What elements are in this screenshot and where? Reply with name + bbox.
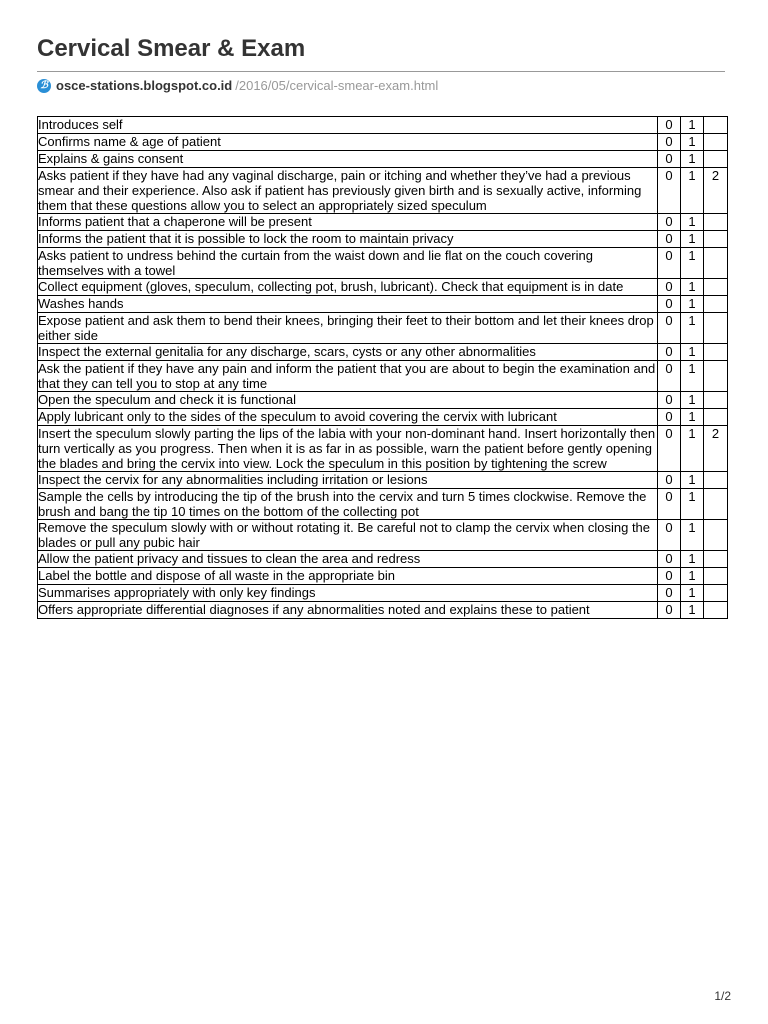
checklist-step: Insert the speculum slowly parting the lips of the labia with your non-dominant hand. Insert horizontally then turn vertically as you progress. Then when it is as far in as possible, warn the patient before gently opening the blades and bring the cervix into view. Lock the speculum in this position by tightening the screw (38, 426, 658, 472)
score-option: 1 (681, 151, 704, 168)
score-option: 0 (658, 520, 681, 551)
score-option (704, 602, 728, 619)
score-option: 0 (658, 134, 681, 151)
checklist-step: Washes hands (38, 296, 658, 313)
checklist-row (38, 568, 728, 585)
checklist-row (38, 134, 728, 151)
checklist-step: Asks patient to undress behind the curtain from the waist down and lie flat on the couch covering themselves with a towel (38, 248, 658, 279)
checklist-row (38, 520, 728, 551)
score-option (704, 585, 728, 602)
checklist-row (38, 117, 728, 134)
checklist-row (38, 296, 728, 313)
checklist-row (38, 313, 728, 344)
checklist-step: Collect equipment (gloves, speculum, collecting pot, brush, lubricant). Check that equipment is in date (38, 279, 658, 296)
score-option (704, 231, 728, 248)
score-option: 1 (681, 426, 704, 472)
checklist-row (38, 551, 728, 568)
score-option: 1 (681, 551, 704, 568)
checklist-row (38, 409, 728, 426)
checklist-row (38, 151, 728, 168)
score-option: 0 (658, 585, 681, 602)
score-option: 0 (658, 313, 681, 344)
source-link[interactable] (37, 78, 438, 94)
score-option: 0 (658, 472, 681, 489)
score-option: 1 (681, 520, 704, 551)
score-option (704, 296, 728, 313)
score-option (704, 134, 728, 151)
score-option: 0 (658, 168, 681, 214)
score-option: 1 (681, 344, 704, 361)
score-option: 1 (681, 361, 704, 392)
page-number: 1/2 (714, 989, 731, 1003)
checklist-step: Summarises appropriately with only key findings (38, 585, 658, 602)
checklist-step: Allow the patient privacy and tissues to clean the area and redress (38, 551, 658, 568)
checklist-step: Sample the cells by introducing the tip of the brush into the cervix and turn 5 times clockwise. Remove the brush and bang the tip 10 times on the bottom of the collecting pot (38, 489, 658, 520)
checklist-step: Informs the patient that it is possible to lock the room to maintain privacy (38, 231, 658, 248)
checklist-row (38, 602, 728, 619)
title-divider (37, 71, 725, 72)
score-option: 0 (658, 602, 681, 619)
checklist-row (38, 426, 728, 472)
score-option (704, 489, 728, 520)
score-option: 0 (658, 344, 681, 361)
score-option: 0 (658, 361, 681, 392)
checklist-row (38, 279, 728, 296)
score-option: 1 (681, 568, 704, 585)
score-option (704, 520, 728, 551)
score-option: 2 (704, 168, 728, 214)
checklist-row (38, 168, 728, 214)
score-option (704, 279, 728, 296)
score-option: 0 (658, 568, 681, 585)
score-option (704, 409, 728, 426)
score-option: 1 (681, 248, 704, 279)
score-option: 0 (658, 296, 681, 313)
checklist-step: Inspect the external genitalia for any discharge, scars, cysts or any other abnormalities (38, 344, 658, 361)
checklist-table (37, 116, 728, 619)
checklist-step: Explains & gains consent (38, 151, 658, 168)
score-option (704, 344, 728, 361)
checklist-row (38, 472, 728, 489)
score-option: 1 (681, 168, 704, 214)
score-option (704, 472, 728, 489)
checklist-step: Confirms name & age of patient (38, 134, 658, 151)
score-option: 1 (681, 214, 704, 231)
checklist-row (38, 344, 728, 361)
score-option: 1 (681, 602, 704, 619)
checklist-step: Apply lubricant only to the sides of the speculum to avoid covering the cervix with lubricant (38, 409, 658, 426)
score-option: 0 (658, 151, 681, 168)
score-option: 1 (681, 296, 704, 313)
score-option: 0 (658, 117, 681, 134)
source-domain[interactable]: osce-stations.blogspot.co.id (56, 78, 233, 93)
checklist-step: Expose patient and ask them to bend their knees, bringing their feet to their bottom and let their knees drop either side (38, 313, 658, 344)
score-option: 2 (704, 426, 728, 472)
score-option: 1 (681, 489, 704, 520)
checklist-step: Ask the patient if they have any pain and inform the patient that you are about to begin the examination and that they can tell you to stop at any time (38, 361, 658, 392)
checklist-row (38, 392, 728, 409)
score-option: 0 (658, 489, 681, 520)
score-option: 0 (658, 392, 681, 409)
source-path[interactable]: /2016/05/cervical-smear-exam.html (235, 78, 439, 93)
score-option: 1 (681, 117, 704, 134)
checklist-row (38, 361, 728, 392)
score-option: 1 (681, 409, 704, 426)
score-option: 0 (658, 231, 681, 248)
checklist-step: Offers appropriate differential diagnoses if any abnormalities noted and explains these to patient (38, 602, 658, 619)
score-option: 0 (658, 214, 681, 231)
checklist-row (38, 231, 728, 248)
page-title: Cervical Smear & Exam (37, 35, 306, 62)
score-option: 0 (658, 409, 681, 426)
checklist-step: Remove the speculum slowly with or without rotating it. Be careful not to clamp the cervix when closing the blades or pull any pubic hair (38, 520, 658, 551)
score-option (704, 214, 728, 231)
score-option: 1 (681, 231, 704, 248)
score-option: 0 (658, 551, 681, 568)
score-option: 0 (658, 279, 681, 296)
checklist-step: Inspect the cervix for any abnormalities including irritation or lesions (38, 472, 658, 489)
score-option (704, 117, 728, 134)
checklist-step: Introduces self (38, 117, 658, 134)
score-option: 1 (681, 392, 704, 409)
checklist-step: Asks patient if they have had any vaginal discharge, pain or itching and whether they’ve had a previous smear and their experience. Also ask if patient has previously given birth and is sexually active, informing them that these questions allow you to select an appropriately sized speculum (38, 168, 658, 214)
score-option (704, 568, 728, 585)
score-option (704, 361, 728, 392)
score-option: 1 (681, 279, 704, 296)
score-option (704, 392, 728, 409)
score-option: 1 (681, 585, 704, 602)
checklist-step: Label the bottle and dispose of all waste in the appropriate bin (38, 568, 658, 585)
checklist-row (38, 214, 728, 231)
blogger-icon: ℬ (37, 79, 51, 93)
score-option: 0 (658, 426, 681, 472)
checklist-step: Informs patient that a chaperone will be present (38, 214, 658, 231)
score-option (704, 151, 728, 168)
score-option: 1 (681, 134, 704, 151)
score-option (704, 551, 728, 568)
checklist-row (38, 248, 728, 279)
score-option: 1 (681, 313, 704, 344)
score-option (704, 313, 728, 344)
score-option (704, 248, 728, 279)
checklist-row (38, 585, 728, 602)
score-option: 1 (681, 472, 704, 489)
checklist-step: Open the speculum and check it is functional (38, 392, 658, 409)
score-option: 0 (658, 248, 681, 279)
checklist-row (38, 489, 728, 520)
